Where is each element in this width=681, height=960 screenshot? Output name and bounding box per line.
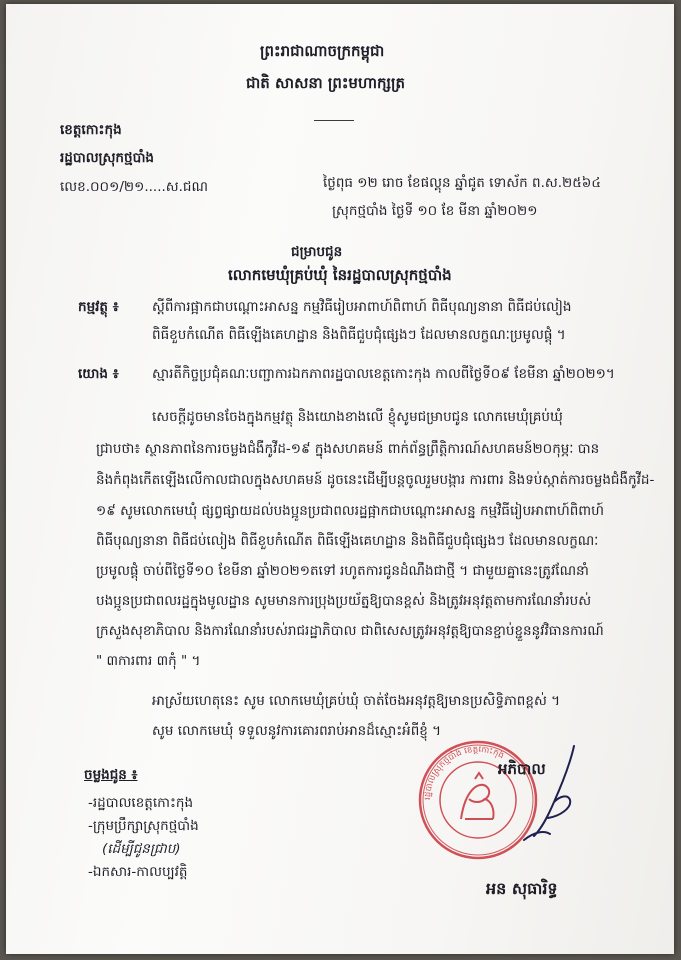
lunar-date: ថ្ងៃពុធ ១២ រោច ខែផល្គុន ឆ្នាំជូត ទោស័ក ព.ស.២៥៦៤ — [323, 175, 601, 191]
signatory-title: អភិបាល — [498, 760, 546, 778]
handwritten-signature — [504, 744, 584, 854]
motto-divider — [314, 120, 354, 121]
body-line: និងកំពុងកើតឡើងលើកាលជាលក្នុងសហគមន៍ ដូចនេះដើម្បីបន្តចូលរួមបង្ការ ការពារ និងទប់ស្កាត់ការចម្លងជំងឺកូវីដ- — [96, 472, 655, 488]
subject-line-1: ស្តីពីការផ្អាកជាបណ្តោះអាសន្ន កម្មវិធីរៀបអាពាហ៍ពិពាហ៍ ពិធីបុណ្យនានា ពិធីជប់លៀង — [152, 299, 572, 315]
distribution-item: (ដើម្បីជូនជ្រាប) — [102, 841, 181, 857]
solar-date: ស្រុកថ្មបាំង ថ្ងៃទី ១០ ខែ មីនា ឆ្នាំ២០២១ — [332, 203, 538, 219]
distribution-item: -ឯកសារ-កាលប្បវត្តិ — [88, 864, 188, 880]
body-line: ក្រសួងសុខាភិបាល និងការណែនាំរបស់រាជរដ្ឋាភិបាល ជាពិសេសត្រូវអនុវត្តឱ្យបានខ្ជាប់ខ្ជួននូវវិធានការណ៍ — [96, 623, 604, 639]
recipient-name: លោកមេឃុំគ្រប់ឃុំ នៃរដ្ឋបាលស្រុកថ្មបាំង — [228, 266, 452, 284]
issuer-district-admin: រដ្ឋបាលស្រុកថ្មបាំង — [60, 150, 154, 166]
document-reference-number: លេខ.០០១/២១.....ស.ជណ — [60, 179, 208, 195]
body-line: បងប្អូនប្រជាពលរដ្ឋក្នុងមូលដ្ឋាន សូមមានការប្រុងប្រយ័ត្នឱ្យបានខ្ពស់ និងត្រូវអនុវត្តតាមការណែនាំរបស់ — [96, 593, 592, 609]
reference-label: យោង ៖ — [78, 366, 119, 382]
document-page — [6, 4, 674, 954]
recipient-salutation: ជម្រាបជូន — [291, 244, 343, 260]
distribution-item: -រដ្ឋបាលខេត្តកោះកុង — [88, 795, 194, 811]
distribution-item: -ក្រុមប្រឹក្សាស្រុកថ្មបាំង — [88, 818, 199, 834]
body-line: ជ្រាបថា៖ ស្ថានភាពនៃការចម្លងជំងឺកូវីដ-១៩ ក្នុងសហគមន៍ ពាក់ព័ន្ធព្រឹត្តិការណ៍សហគមន៍២០កុម្ភៈ បាន — [96, 441, 600, 457]
reference-text: ស្មារតីកិច្ចប្រជុំគណៈបញ្ជាការឯកភាពរដ្ឋបាលខេត្តកោះកុង កាលពីថ្ងៃទី០៩ ខែមីនា ឆ្នាំ២០២១។ — [152, 366, 615, 382]
body-line: ពិធីបុណ្យនានា ពិធីជប់លៀង ពិធីខួបកំណើត ពិធីឡើងគេហដ្ឋាន និងពិធីជួបជុំផ្សេងៗ ដែលមានលក្ខណៈ — [96, 533, 599, 549]
body-line: សេចក្តីដូចមានចែងក្នុងកម្មវត្ថុ និងយោងខាងលើ ខ្ញុំសូមជម្រាបជូន លោកមេឃុំគ្រប់ឃុំ — [152, 409, 563, 425]
body-line: " ៣ការពារ ៣កុំ " ។ — [96, 653, 201, 669]
body-line: ប្រមូលផ្តុំ ចាប់ពីថ្ងៃទី១០ ខែមីនា ឆ្នាំ២០២១តទៅ រហូតការជូនដំណឹងជាថ្មី ។ ជាមួយគ្នានេះត្រូវណែនាំ — [96, 563, 589, 579]
kingdom-title: ព្រះរាជាណាចក្រកម្ពុជា — [260, 42, 385, 60]
national-motto: ជាតិ សាសនា ព្រះមហាក្សត្រ — [246, 74, 405, 92]
issuer-province: ខេត្តកោះកុង — [60, 122, 122, 138]
body-line: ១៩ សូមលោកមេឃុំ ផ្សព្វផ្សាយដល់បងប្អូនប្រជាពលរដ្ឋផ្អាកជាបណ្តោះអាសន្ន កម្មវិធីរៀបអាពាហ៍ពិពាហ៍ — [96, 503, 604, 519]
svg-text:រដ្ឋបាលស្រុកថ្មបាំង ខេត្តកោះកុ — [423, 745, 506, 801]
subject-line-2: ពិធីខួបកំណើត ពិធីឡើងគេហដ្ឋាន និងពិធីជួបជុំផ្សេងៗ ដែលមានលក្ខណៈប្រមូលផ្តុំ ។ — [152, 327, 566, 343]
closing-line-1: អាស្រ័យហេតុនេះ សូម លោកមេឃុំគ្រប់ឃុំ ចាត់ចែងអនុវត្តឱ្យមានប្រសិទ្ធិភាពខ្ពស់ ។ — [152, 693, 560, 709]
signatory-name: អន សុធារិទ្ធ — [486, 879, 558, 898]
subject-label: កម្មវត្ថុ ៖ — [78, 299, 119, 315]
closing-line-2: សូម លោកមេឃុំ ទទួលនូវការគោរពរាប់អានដ៏ស្មោះអំពីខ្ញុំ ។ — [152, 723, 442, 739]
distribution-title: ចម្លងជូន ៖ — [84, 767, 138, 783]
seal-text: រដ្ឋបាលស្រុកថ្មបាំង ខេត្តកោះកុង — [422, 744, 506, 801]
